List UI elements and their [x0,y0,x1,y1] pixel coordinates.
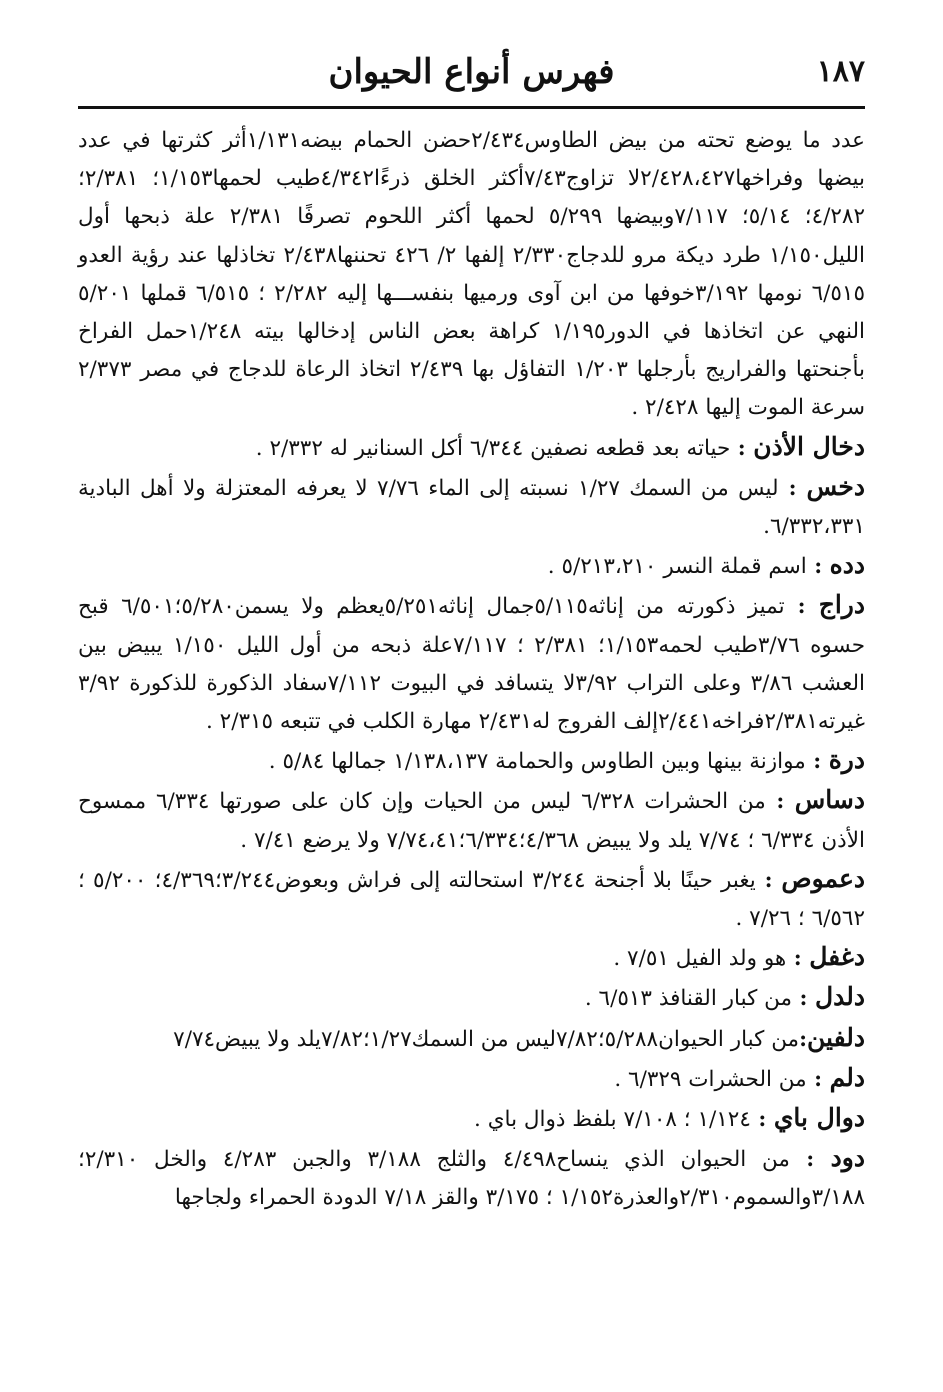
entry-text: هو ولد الفيل ٧/٥١ . [613,946,787,972]
index-entry [78,546,865,586]
page-number: ١٨٧ [816,54,865,89]
entry-separator: : [778,475,807,501]
entry-text: من كبار الحيوان٥/٢٨٨؛٧/٨٢ليس من السمك١/٢٧؛٧/٨٢يلد ولا يبيض٧/٧٤ [173,1026,800,1052]
entry-separator: : [730,435,754,461]
index-entry [78,1099,865,1139]
entry-separator: : [784,594,819,620]
entry-head: دود [830,1143,865,1173]
entry-text: من الحيوان الذي ينساح٤/٤٩٨ والثلج ٣/١٨٨ والجبن ٤/٢٨٣ والخل ٢/٣١٠؛ ٣/١٨٨والسموم٢/٣١٠والعذرة١/١٥٢ ؛ ٣/١٧٥ والقز ٧/١٨ الدودة الحمراء ولجاجها [78,1147,865,1211]
entry-text: ١/١٢٤ ؛ ٧/١٠٨ بلفظ ذوال باي . [474,1107,751,1133]
entry-separator: : [755,867,782,893]
entry-text: اسم قملة النسر ٥/٢١٣،٢١٠ . [547,554,807,580]
entry-separator: : [806,1066,830,1092]
index-entry [78,938,865,978]
entry-text: تميز ذكورته من إناثه٥/١١٥جمال إناثه٥/٢٥١يعظم ولا يسمن٥/٢٨٠؛٦/٥٠١ قبح حسوه ٣/٧٦طيب لحمه١/١٥٣؛ ٢/٣٨١ ؛ ٧/١١٧علة ذبحه من أول الليل ١/١٥٠ يبيض بين العشب ٣/٨٦ وعلى التراب ٣/٩٢لا يتسافد في البيوت ٧/١١٢سفاد الذكورة للذكورة ٣/٩٢ غيرته٢/٣٨١فراخه٢/٤٤١إلف الفروج له٢/٤٣١ مهارة الكلب في تتبعه ٢/٣١٥ . [78,594,865,735]
entry-separator: : [805,749,829,775]
entry-head: دعموص [781,863,866,893]
index-entry [78,468,865,546]
index-entry [78,781,865,859]
entry-text: من الحشرات ٦/٣٢٩ . [614,1066,807,1092]
entry-head: دده [829,550,865,580]
index-entry [78,1019,865,1059]
entry-text: حياته بعد قطعه نصفين ٦/٣٤٤ أكل السنانير له ٢/٣٣٢ . [255,435,731,461]
entry-text: ليس من السمك ١/٢٧ نسبته إلى الماء ٧/٧٦ لا يعرفه المعتزلة ولا أهل البادية ٦/٣٣٢،٣٣١. [78,475,865,540]
entry-head: دغفل [809,942,865,972]
entry-separator: : [786,946,810,972]
entry-text: من كبار القنافذ ٦/٥١٣ . [584,986,793,1012]
entry-text: يغبر حينًا بلا أجنحة ٣/٢٤٤ استحالته إلى فراش وبعوض٣/٢٤٤؛٤/٣٦٩؛ ٥/٢٠٠ ؛ ٦/٥٦٢ ؛ ٧/٢٦ . [78,867,865,932]
index-body [78,120,865,1218]
entry-head: دلم [829,1062,865,1092]
entry-separator: : [765,789,795,815]
entry-head: دراج [818,590,865,620]
entry-text: موازنة بينها وبين الطاوس والحمامة ١/١٣٨،١٣٧ جمالها ٥/٨٤ . [268,749,806,775]
entry-separator: : [750,1107,774,1133]
entry-separator: : [789,1147,831,1173]
index-entry [78,1139,865,1217]
running-title: فهرس أنواع الحيوان [328,52,615,92]
entry-text: من الحشرات ٦/٣٢٨ ليس من الحيات وإن كان على صورتها ٦/٣٣٤ ممسوح الأذن ٦/٣٣٤ ؛ ٧/٧٤ يلد ولا يبيض ٤/٣٦٨؛٦/٣٣٤؛٧/٧٤،٤١ ولا يرضع ٧/٤١ . [78,789,865,853]
entry-head: دلفين [807,1022,865,1052]
page-header [78,52,865,102]
entry-text: عدد ما يوضع تحته من بيض الطاوس٢/٤٣٤حضن الحمام بيضه١/١٣١أثر كثرتها في عدد بيضها وفراخها٢/٤٢٨،٤٢٧لا تزاوج٧/٤٣أكثر الخلق ذرءًا٤/٣٤٢طيب لحمها١/١٥٣؛ ٢/٣٨١؛ ٤/٢٨٢؛ ٥/١٤؛ ٧/١١٧وبيضها ٥/٢٩٩ لحمها أكثر اللحوم تصرفًا ٢/٣٨١ علة ذبحها أول الليل١/١٥٠ طرد ديكة مرو للدجاج٢/٣٣٠ إلفها ٢/ ٤٢٦ تحننها٢/٤٣٨ تخاذلها عند رؤية العدو ٦/٥١٥ نومها ٣/١٩٢خوفها من ابن آوى ورميها بنفســـها إليه ٢/٢٨٢ ؛ ٦/٥١٥ قملها ٥/٢٠١ النهي عن اتخاذها في الدور١/١٩٥ كراهة بعض الناس إدخالها بيته ١/٢٤٨حمل الفراخ بأجنحتها والفراريج بأرجلها ١/٢٠٣ التفاؤل بها ٢/٤٣٩ اتخاذ الرعاة للدجاج في مصر ٢/٣٧٣ سرعة الموت إليها ٢/٤٢٨ . [78,128,866,421]
entry-head: دلدل [814,982,865,1012]
entry-head: دخال الأذن [753,431,865,461]
entry-head: دساس [794,785,865,815]
index-entry [78,860,865,938]
index-entry [78,1059,865,1099]
index-entry [78,586,865,741]
index-entry [78,120,865,428]
header-rule [78,106,865,109]
entry-separator: : [806,554,830,580]
index-entry [78,428,865,468]
entry-separator: : [799,1026,808,1052]
index-entry [78,978,865,1018]
index-entry [78,741,865,781]
entry-head: دخس [806,471,865,501]
entry-separator: : [792,986,815,1012]
entry-head: درة [828,745,865,775]
entry-head: دوال باي [773,1103,865,1133]
